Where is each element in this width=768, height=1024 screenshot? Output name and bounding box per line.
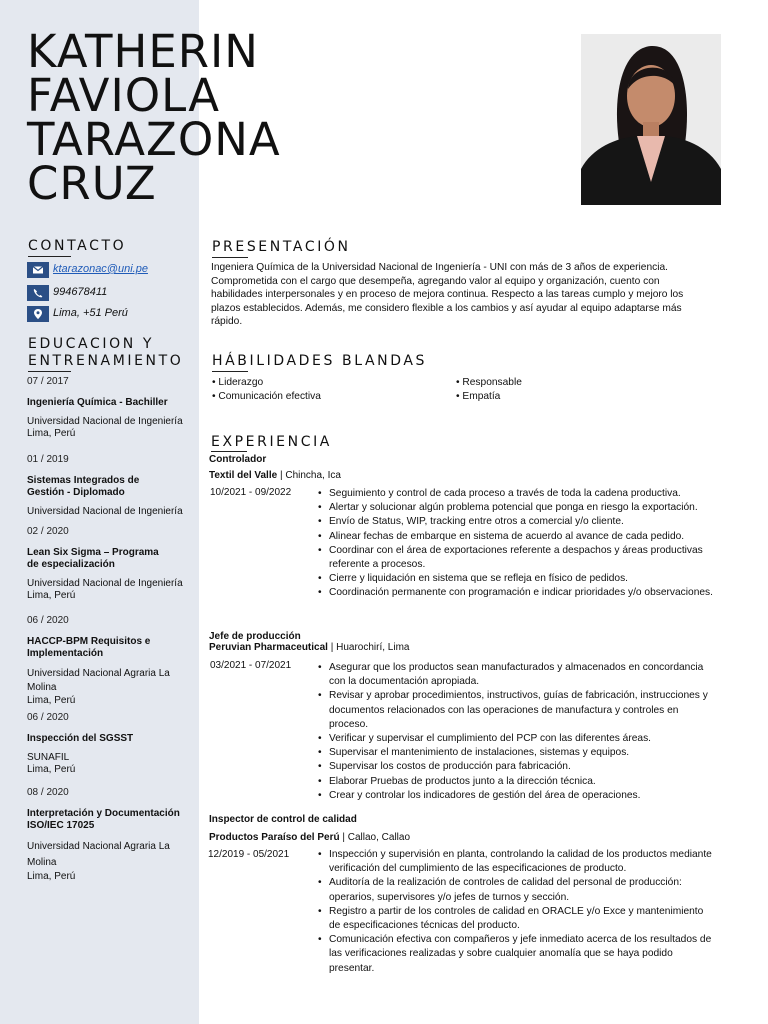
education-location: Lima, Perú: [27, 764, 76, 775]
list-item: • Supervisar el mantenimiento de instalaciones, sistemas y equipos.: [318, 746, 716, 760]
job-responsibilities: [318, 661, 716, 803]
company-location: | Chincha, Ica: [277, 470, 341, 481]
skill-label: Liderazgo: [218, 377, 264, 388]
skill-item: • Responsable: [456, 377, 522, 388]
list-item: • Comunicación efectiva con compañeros y jefe inmediato acerca de los resultados de las verificaciones realizadas y sobre cualquier anomalía que se haya podido presentar.: [318, 933, 716, 976]
list-item: • Auditoría de la realización de controles de calidad del personal de producción: operarios, supervisores y/o jefes de turnos y sección.: [318, 876, 716, 904]
skill-item: • Comunicación efectiva: [212, 391, 321, 402]
location-text: Lima, +51 Perú: [53, 307, 128, 319]
education-section-title: [28, 336, 183, 370]
company-location: | Huarochirí, Lima: [327, 642, 410, 653]
education-degree: Lean Six Sigma – Programa de especialización: [27, 547, 159, 570]
education-date: 01 / 2019: [27, 454, 69, 465]
list-item: • Seguimiento y control de cada proceso a través de toda la cadena productiva.: [318, 487, 716, 501]
list-item: • Alinear fechas de embarque en sistema de acuerdo al avance de cada pedido.: [318, 530, 716, 544]
job-period: 03/2021 - 07/2021: [210, 660, 292, 671]
education-item: [27, 376, 195, 440]
contact-section-title: CONTACTO: [28, 238, 127, 254]
list-item: • Asegurar que los productos sean manufacturados y almacenados en concordancia con la documentación apropiada.: [318, 661, 716, 689]
list-item: • Supervisar los costos de producción para fabricación.: [318, 760, 716, 774]
company-name: Peruvian Pharmaceutical: [209, 642, 328, 653]
profile-photo: [581, 34, 721, 205]
education-title-line: ENTRENAMIENTO: [28, 353, 184, 369]
company-location: | Callao, Callao: [339, 832, 411, 843]
full-name: [27, 25, 281, 210]
email-link[interactable]: ktarazonac@uni.pe: [53, 263, 148, 275]
job-period: 10/2021 - 09/2022: [210, 487, 292, 498]
education-date: 08 / 2020: [27, 787, 69, 798]
section-underline: [212, 257, 248, 258]
list-item: • Revisar y aprobar procedimientos, instructivos, guías de fabricación, instrucciones y documentos relacionados con las operaciones de manufactura y controles en proceso.: [318, 689, 716, 732]
education-institution: Universidad Nacional de Ingeniería: [27, 506, 183, 517]
list-item: • Alertar y solucionar algún problema potencial que ponga en riesgo la exportación.: [318, 501, 716, 515]
experience-section-title: EXPERIENCIA: [211, 434, 332, 450]
name-line: KATHERIN: [27, 25, 259, 78]
education-degree: Interpretación y Documentación ISO/IEC 17025: [27, 808, 180, 831]
education-date: 06 / 2020: [27, 615, 69, 626]
job-responsibilities: [318, 487, 716, 601]
section-underline: [212, 371, 248, 372]
education-item: [27, 615, 195, 707]
presentation-section-title: PRESENTACIÓN: [212, 239, 351, 255]
list-item: • Cierre y liquidación en sistema que se refleja en físico de pedidos.: [318, 572, 716, 586]
list-item: • Coordinación permanente con programación e indicar prioridades y/o observaciones.: [318, 586, 716, 600]
education-institution: Universidad Nacional Agraria La Molina: [27, 841, 170, 868]
education-degree: Sistemas Integrados de Gestión - Diplomado: [27, 475, 140, 498]
education-institution: Universidad Nacional Agraria La Molina: [27, 668, 170, 693]
education-date: 07 / 2017: [27, 376, 69, 387]
education-item: [27, 712, 195, 776]
education-institution: SUNAFIL: [27, 752, 70, 763]
section-underline: [28, 256, 71, 257]
education-item: [27, 526, 195, 602]
phone-icon: [27, 285, 49, 301]
education-title-line: EDUCACION Y: [28, 336, 154, 352]
soft-skills-section-title: HÁBILIDADES BLANDAS: [212, 353, 428, 369]
list-item: • Crear y controlar los indicadores de gestión del área de operaciones.: [318, 789, 716, 803]
skill-label: Comunicación efectiva: [218, 391, 321, 402]
education-item: [27, 454, 195, 518]
company-name: Textil del Valle: [209, 470, 278, 481]
list-item: • Registro a partir de los controles de calidad en ORACLE y/o Exce y mantenimiento de especificaciones técnicas del producto.: [318, 905, 716, 933]
list-item: • Verificar y supervisar el cumplimiento del PCP con las diferentes áreas.: [318, 732, 716, 746]
education-date: 06 / 2020: [27, 712, 69, 723]
job-role: Jefe de producción: [209, 631, 301, 642]
education-date: 02 / 2020: [27, 526, 69, 537]
education-institution: Universidad Nacional de Ingeniería: [27, 578, 183, 589]
education-degree: Ingeniería Química - Bachiller: [27, 397, 168, 408]
name-line: FAVIOLA: [27, 69, 221, 122]
education-location: Lima, Perú: [27, 590, 76, 601]
list-item: • Inspección y supervisión en planta, controlando la calidad de los productos mediante verificación del cumplimiento de las especificaciones de producto.: [318, 848, 716, 876]
skill-item: • Liderazgo: [212, 377, 264, 388]
job-responsibilities: [318, 848, 716, 976]
education-item: [27, 787, 195, 883]
education-degree: HACCP-BPM Requisitos e Implementación: [27, 636, 151, 659]
section-underline: [211, 451, 247, 452]
education-location: Lima, Perú: [27, 871, 76, 882]
education-degree: Inspección del SGSST: [27, 733, 134, 744]
name-line: CRUZ: [27, 157, 157, 210]
list-item: • Envío de Status, WIP, tracking entre otros a comercial y/o cliente.: [318, 515, 716, 529]
list-item: • Elaborar Pruebas de productos junto a la dirección técnica.: [318, 775, 716, 789]
job-company: [209, 470, 341, 481]
email-icon: [27, 262, 49, 278]
presentation-text: Ingeniera Química de la Universidad Nacional de Ingeniería - UNI con más de 3 años de experiencia. Comprometida con el cargo que desempeña, agregando valor al equipo y organización, cuento con habilidades interpersonales y en proceso de mejora continua. Respecto a las tareas cumplo y mejoro los plazos establecidos. Además, me considero flexible a los cambios y así ayudar al equipo adaptarse más rápido.: [211, 262, 684, 328]
job-company: [209, 642, 409, 653]
education-location: Lima, Perú: [27, 428, 76, 439]
skill-label: Empatía: [462, 391, 501, 402]
phone-number: 994678411: [53, 286, 108, 298]
section-underline: [28, 371, 71, 372]
education-location: Lima, Perú: [27, 695, 76, 706]
location-pin-icon: [27, 306, 49, 322]
job-period: 12/2019 - 05/2021: [208, 849, 290, 860]
name-line: TARAZONA: [27, 113, 281, 166]
company-name: Productos Paraíso del Perú: [209, 832, 340, 843]
job-role: Inspector de control de calidad: [209, 814, 357, 825]
job-role: Controlador: [209, 454, 267, 465]
list-item: • Coordinar con el área de exportaciones referente a despachos y áreas productivas referente a procesos.: [318, 544, 716, 572]
skill-label: Responsable: [462, 377, 522, 388]
job-company: [209, 832, 410, 843]
skill-item: • Empatía: [456, 391, 501, 402]
education-institution: Universidad Nacional de Ingeniería: [27, 416, 183, 427]
